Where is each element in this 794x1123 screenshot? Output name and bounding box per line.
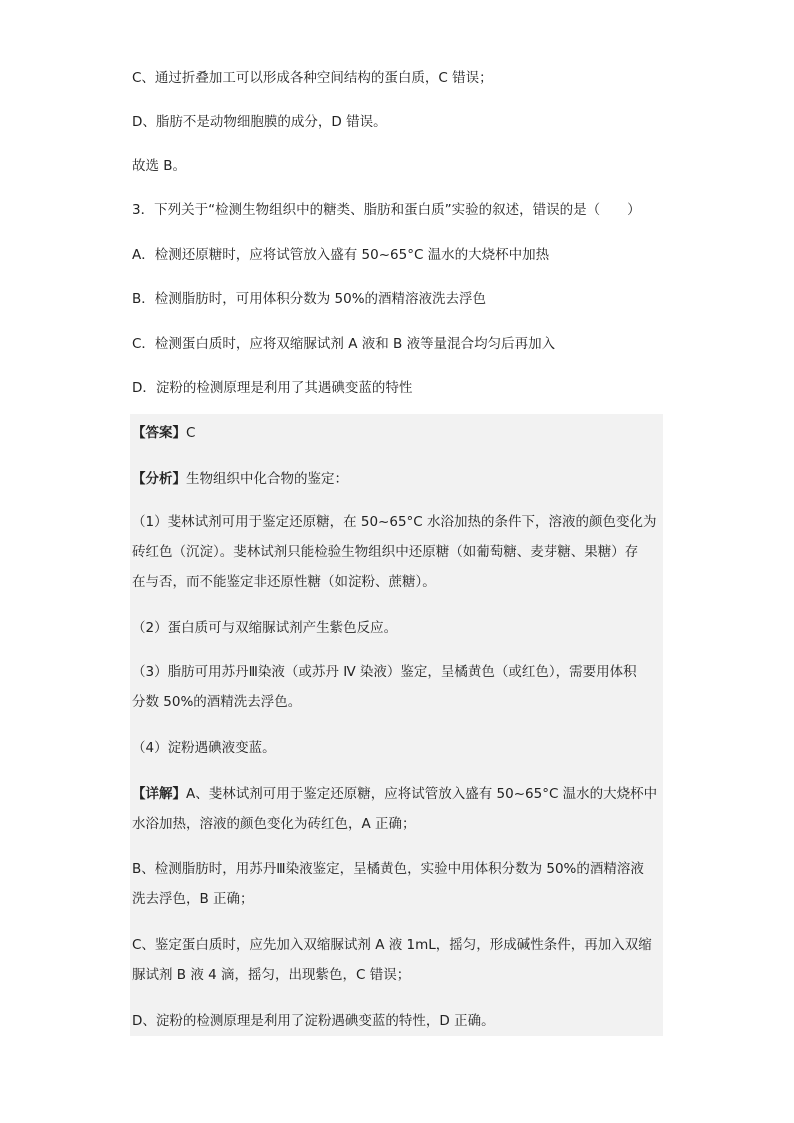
analysis-intro: 生物组织中化合物的鉴定： xyxy=(186,471,348,487)
answer-line xyxy=(132,423,195,443)
question-option-d: D．淀粉的检测原理是利用了其遇碘变蓝的特性 xyxy=(132,380,413,396)
analysis-label: 【分析】 xyxy=(132,471,186,487)
preceding-option-d: D、脂肪不是动物细胞膜的成分，D 错误。 xyxy=(132,114,387,130)
question-option-b: B．检测脂肪时，可用体积分数为 50%的酒精溶液洗去浮色 xyxy=(132,291,487,307)
detail-a-line1 xyxy=(132,784,657,804)
answer-value: C xyxy=(186,425,196,441)
analysis-point2: （2）蛋白质可与双缩脲试剂产生紫色反应。 xyxy=(132,620,398,636)
preceding-conclusion: 故选 B。 xyxy=(132,158,187,174)
analysis-point1-line2: 砖红色（沉淀）。斐林试剂只能检验生物组织中还原糖（如葡萄糖、麦芽糖、果糖）存 xyxy=(132,544,639,560)
analysis-point1-line3: 在与否，而不能鉴定非还原性糖（如淀粉、蔗糖）。 xyxy=(132,574,436,590)
answer-label: 【答案】 xyxy=(132,425,186,441)
analysis-point3-line1: （3）脂肪可用苏丹Ⅲ染液（或苏丹 Ⅳ 染液）鉴定，呈橘黄色（或红色），需要用体积 xyxy=(132,664,637,680)
detail-c-line1: C、鉴定蛋白质时，应先加入双缩脲试剂 A 液 1mL，摇匀，形成碱性条件，再加入双缩 xyxy=(132,937,652,953)
detail-c-line2: 脲试剂 B 液 4 滴，摇匀，出现紫色，C 错误； xyxy=(132,967,411,983)
question-stem: 3．下列关于“检测生物组织中的糖类、脂肪和蛋白质”实验的叙述，错误的是（ ） xyxy=(132,202,641,218)
analysis-point3-line2: 分数 50%的酒精洗去浮色。 xyxy=(132,694,302,710)
detail-d-line: D、淀粉的检测原理是利用了淀粉遇碘变蓝的特性，D 正确。 xyxy=(132,1013,495,1029)
detail-b-line1: B、检测脂肪时，用苏丹Ⅲ染液鉴定，呈橘黄色，实验中用体积分数为 50%的酒精溶液 xyxy=(132,861,644,877)
question-option-a: A．检测还原糖时，应将试管放入盛有 50~65°C 温水的大烧杯中加热 xyxy=(132,247,550,263)
analysis-intro-line xyxy=(132,469,348,489)
analysis-point4: （4）淀粉遇碘液变蓝。 xyxy=(132,740,276,756)
detail-a-text1: A、斐林试剂可用于鉴定还原糖，应将试管放入盛有 50~65°C 温水的大烧杯中 xyxy=(186,786,658,802)
preceding-option-c: C、通过折叠加工可以形成各种空间结构的蛋白质，C 错误； xyxy=(132,70,493,86)
analysis-point1-line1: （1）斐林试剂可用于鉴定还原糖，在 50~65°C 水浴加热的条件下，溶液的颜色变化为 xyxy=(132,514,657,530)
detail-a-line2: 水浴加热，溶液的颜色变化为砖红色，A 正确； xyxy=(132,816,416,832)
question-option-c: C．检测蛋白质时，应将双缩脲试剂 A 液和 B 液等量混合均匀后再加入 xyxy=(132,336,556,352)
detail-b-line2: 洗去浮色，B 正确； xyxy=(132,891,254,907)
detail-label: 【详解】 xyxy=(132,786,186,802)
